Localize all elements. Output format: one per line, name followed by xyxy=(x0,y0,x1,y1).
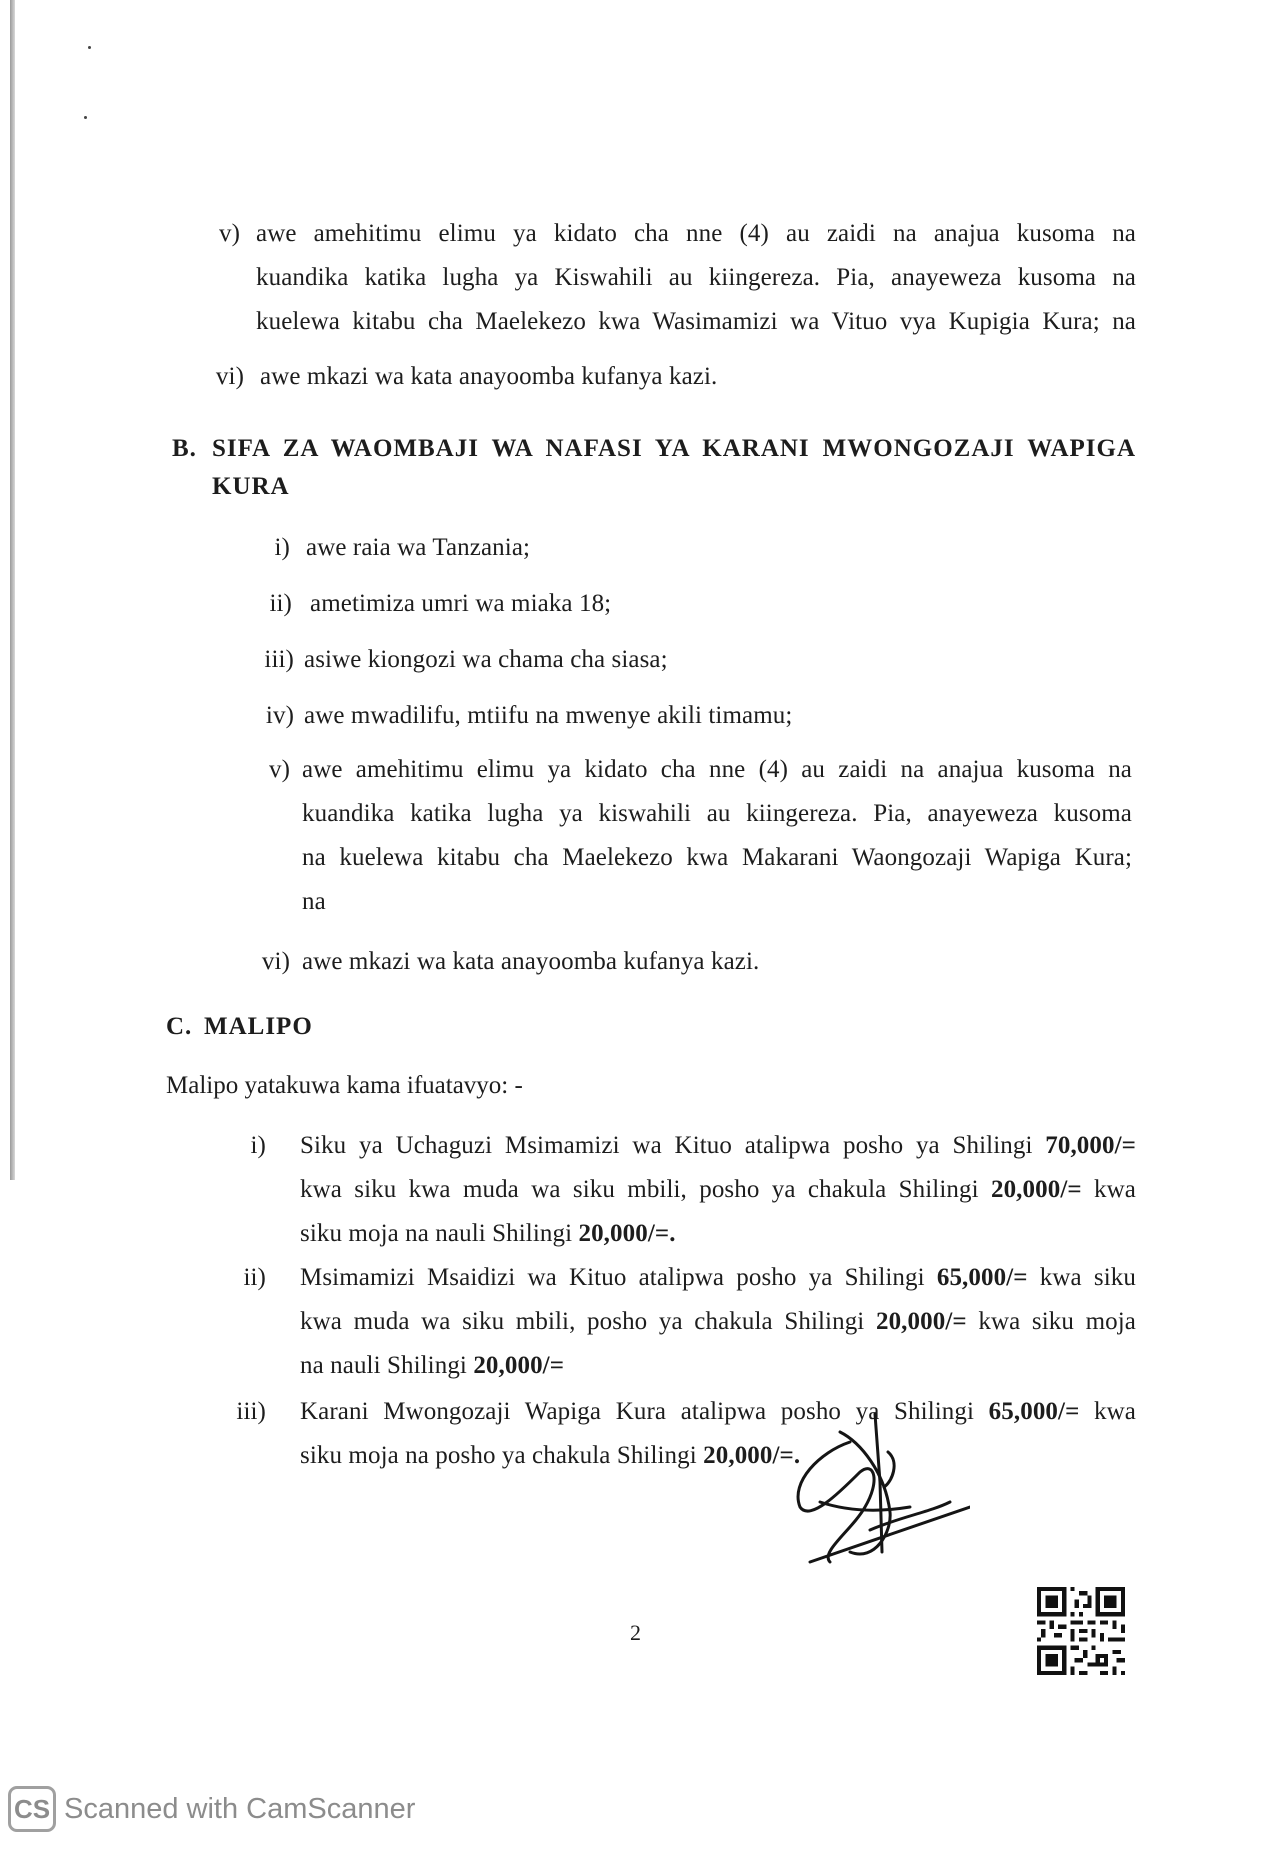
scan-edge xyxy=(10,0,15,1180)
list-marker: vi) xyxy=(215,363,244,390)
page-number: 2 xyxy=(630,1620,641,1645)
list-marker: i) xyxy=(250,1132,266,1159)
signature-image xyxy=(780,1412,970,1572)
amount: 20,000/= xyxy=(875,1308,967,1335)
amount: 70,000/= xyxy=(1045,1132,1136,1159)
list-text: awe raia wa Tanzania; xyxy=(306,534,531,561)
list-marker: iv) xyxy=(265,702,294,729)
scanner-watermark xyxy=(8,1786,415,1832)
amount: 20,000/= xyxy=(473,1352,565,1379)
list-text: awe mwadilifu, mtiifu na mwenye akili timamu; xyxy=(304,702,793,729)
list-text: Msimamizi Msaidizi wa Kituo atalipwa posho ya Shilingi 65,000/= kwa siku kwa muda wa siku mbili, posho ya chakula Shilingi 20,000/= kwa siku moja na nauli Shilingi 20,000/= xyxy=(300,1264,1137,1379)
section-title: MALIPO xyxy=(204,1013,313,1040)
list-marker: vi) xyxy=(261,948,290,975)
intro-text: Malipo yatakuwa kama ifuatavyo: - xyxy=(166,1072,523,1099)
list-text: awe mkazi wa kata anayoomba kufanya kazi. xyxy=(302,948,760,975)
section-letter: B. xyxy=(172,435,197,462)
scan-speck xyxy=(84,116,87,119)
list-text: Siku ya Uchaguzi Msimamizi wa Kituo atalipwa posho ya Shilingi 70,000/= kwa siku kwa muda wa siku mbili, posho ya chakula Shilingi 20,000/= kwa siku moja na nauli Shilingi 20,000/=. xyxy=(300,1132,1136,1247)
list-text: Karani Mwongozaji Wapiga Kura atalipwa posho ya Shilingi 65,000/= kwa siku moja na posho ya chakula Shilingi 20,000/=. xyxy=(300,1398,1136,1469)
list-text: asiwe kiongozi wa chama cha siasa; xyxy=(304,646,668,673)
list-text: awe mkazi wa kata anayoomba kufanya kazi. xyxy=(260,363,718,390)
amount: 20,000/=. xyxy=(578,1220,676,1247)
list-text: awe amehitimu elimu ya kidato cha nne (4) au zaidi na anajua kusoma na kuandika katika lugha ya Kiswahili au kiingereza. Pia, anayeweza kusoma na kuelewa kitabu cha Maelekezo kwa Wasimamizi wa Vituo vya Kupigia Kura; na xyxy=(256,220,1136,335)
camscanner-logo: CS xyxy=(8,1786,56,1832)
list-marker: ii) xyxy=(243,1264,266,1291)
list-marker: iii) xyxy=(236,1398,266,1425)
section-letter: C. xyxy=(166,1013,193,1040)
list-marker: i) xyxy=(274,534,290,561)
amount: 65,000/= xyxy=(936,1264,1028,1291)
amount: 20,000/=. xyxy=(703,1442,801,1469)
section-title: SIFA ZA WAOMBAJI WA NAFASI YA KARANI MWONGOZAJI WAPIGA KURA xyxy=(212,435,1136,500)
watermark-text: Scanned with CamScanner xyxy=(64,1792,416,1825)
list-marker: iii) xyxy=(264,646,294,673)
qr-code-image xyxy=(1037,1587,1125,1675)
list-marker: v) xyxy=(268,756,290,783)
amount: 65,000/= xyxy=(988,1398,1080,1425)
list-text: ametimiza umri wa miaka 18; xyxy=(310,590,612,617)
amount: 20,000/= xyxy=(990,1176,1082,1203)
list-text: awe amehitimu elimu ya kidato cha nne (4) au zaidi na anajua kusoma na kuandika katika lugha ya kiswahili au kiingereza. Pia, anayeweza kusoma na kuelewa kitabu cha Maelekezo kwa Makarani Waongozaji Wapiga Kura; na xyxy=(302,756,1132,915)
list-marker: ii) xyxy=(269,590,292,617)
scan-speck xyxy=(88,46,91,49)
list-marker: v) xyxy=(218,220,240,247)
